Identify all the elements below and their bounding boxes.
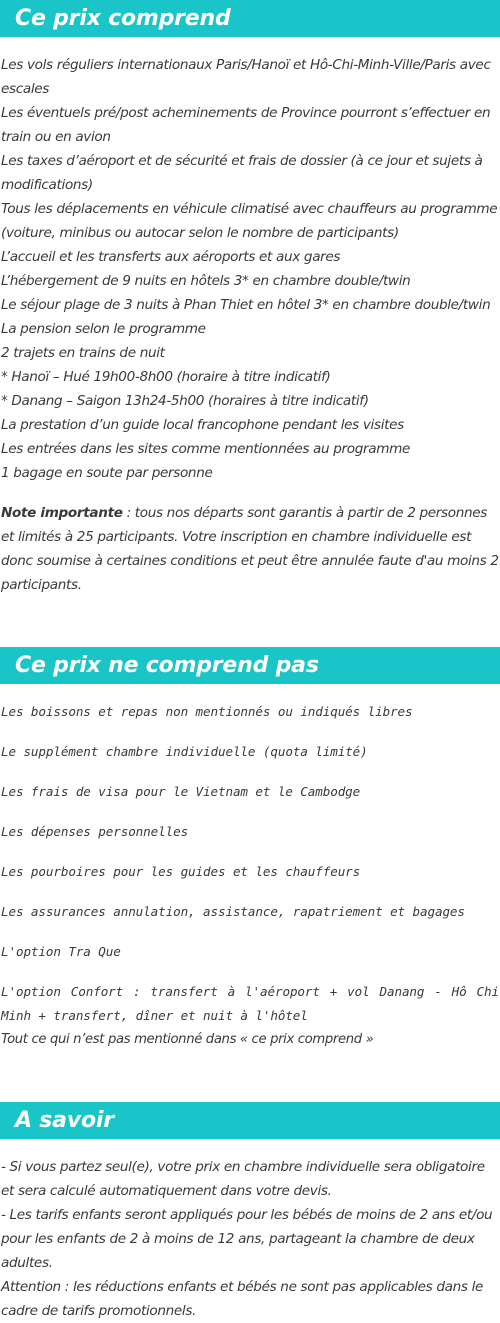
list-item: Les entrées dans les sites comme mentionnées au programme (1, 441, 411, 457)
list-item: Les boissons et repas non mentionnés ou indiqués libres (1, 704, 413, 719)
list-item: * Danang – Saigon 13h24-5h00 (horaires à titre indicatif) (1, 393, 369, 409)
note-text: : tous nos départs sont garantis à partir de 2 personnes et limités à 25 participants. Votre inscription en chambre individuelle est donc soumise à certaines conditions et peut être annulée faute d'au moins 2 participants. (1, 505, 499, 593)
section-title-includes: Ce prix comprend (15, 6, 231, 31)
list-item: L’accueil et les transferts aux aéroports et aux gares (1, 249, 341, 265)
list-item: Les frais de visa pour le Vietnam et le Cambodge (1, 784, 361, 799)
list-item: - Les tarifs enfants seront appliqués pour les bébés de moins de 2 ans et/ou pour les enfants de 2 à moins de 12 ans, partageant la chambre de deux adultes. (1, 1207, 493, 1271)
list-item: 1 bagage en soute par personne (1, 465, 213, 481)
list-item: La prestation d’un guide local francophone pendant les visites (1, 417, 404, 433)
section-header-excludes (0, 647, 500, 684)
list-item: Tout ce qui n’est pas mentionné dans « ce prix comprend » (1, 1032, 374, 1047)
list-item: Les éventuels pré/post acheminements de Province pourront s’effectuer en train ou en avion (1, 105, 491, 145)
list-item: 2 trajets en trains de nuit (1, 345, 165, 361)
list-item: Les assurances annulation, assistance, rapatriement et bagages (1, 904, 465, 919)
list-item: Tous les déplacements en véhicule climatisé avec chauffeurs au programme (voiture, minibus ou autocar selon le nombre de participants) (1, 201, 498, 241)
list-item: L'option Confort : transfert à l'aéroport + vol Danang - Hô Chi Minh + transfert, dîner et nuit à l'hôtel (1, 984, 499, 1023)
section-title-excludes: Ce prix ne comprend pas (15, 653, 319, 678)
list-item: Attention : les réductions enfants et bébés ne sont pas applicables dans le cadre de tarifs promotionnels. (1, 1279, 484, 1319)
section-title-to-know: A savoir (15, 1108, 114, 1133)
list-item: - Si vous partez seul(e), votre prix en chambre individuelle sera obligatoire et sera calculé automatiquement dans votre devis. (1, 1159, 485, 1199)
includes-list (1, 53, 499, 485)
list-item: La pension selon le programme (1, 321, 206, 337)
section-header-includes (0, 0, 500, 37)
to-know-list (1, 1155, 499, 1323)
list-item: Le séjour plage de 3 nuits à Phan Thiet en hôtel 3* en chambre double/twin (1, 297, 491, 313)
list-item: L’hébergement de 9 nuits en hôtels 3* en chambre double/twin (1, 273, 411, 289)
list-item: Les taxes d’aéroport et de sécurité et frais de dossier (à ce jour et sujets à modifications) (1, 153, 483, 193)
list-item: L'option Tra Que (1, 944, 121, 959)
list-item: Les dépenses personnelles (1, 824, 189, 839)
note-label: Note importante (1, 505, 123, 521)
list-item: * Hanoï – Hué 19h00-8h00 (horaire à titre indicatif) (1, 369, 331, 385)
list-item: Les vols réguliers internationaux Paris/Hanoï et Hô-Chi-Minh-Ville/Paris avec escales (1, 57, 491, 97)
section-header-to-know (0, 1102, 500, 1139)
important-note (1, 501, 499, 597)
list-item: Les pourboires pour les guides et les chauffeurs (1, 864, 361, 879)
list-item: Le supplément chambre individuelle (quota limité) (1, 744, 368, 759)
